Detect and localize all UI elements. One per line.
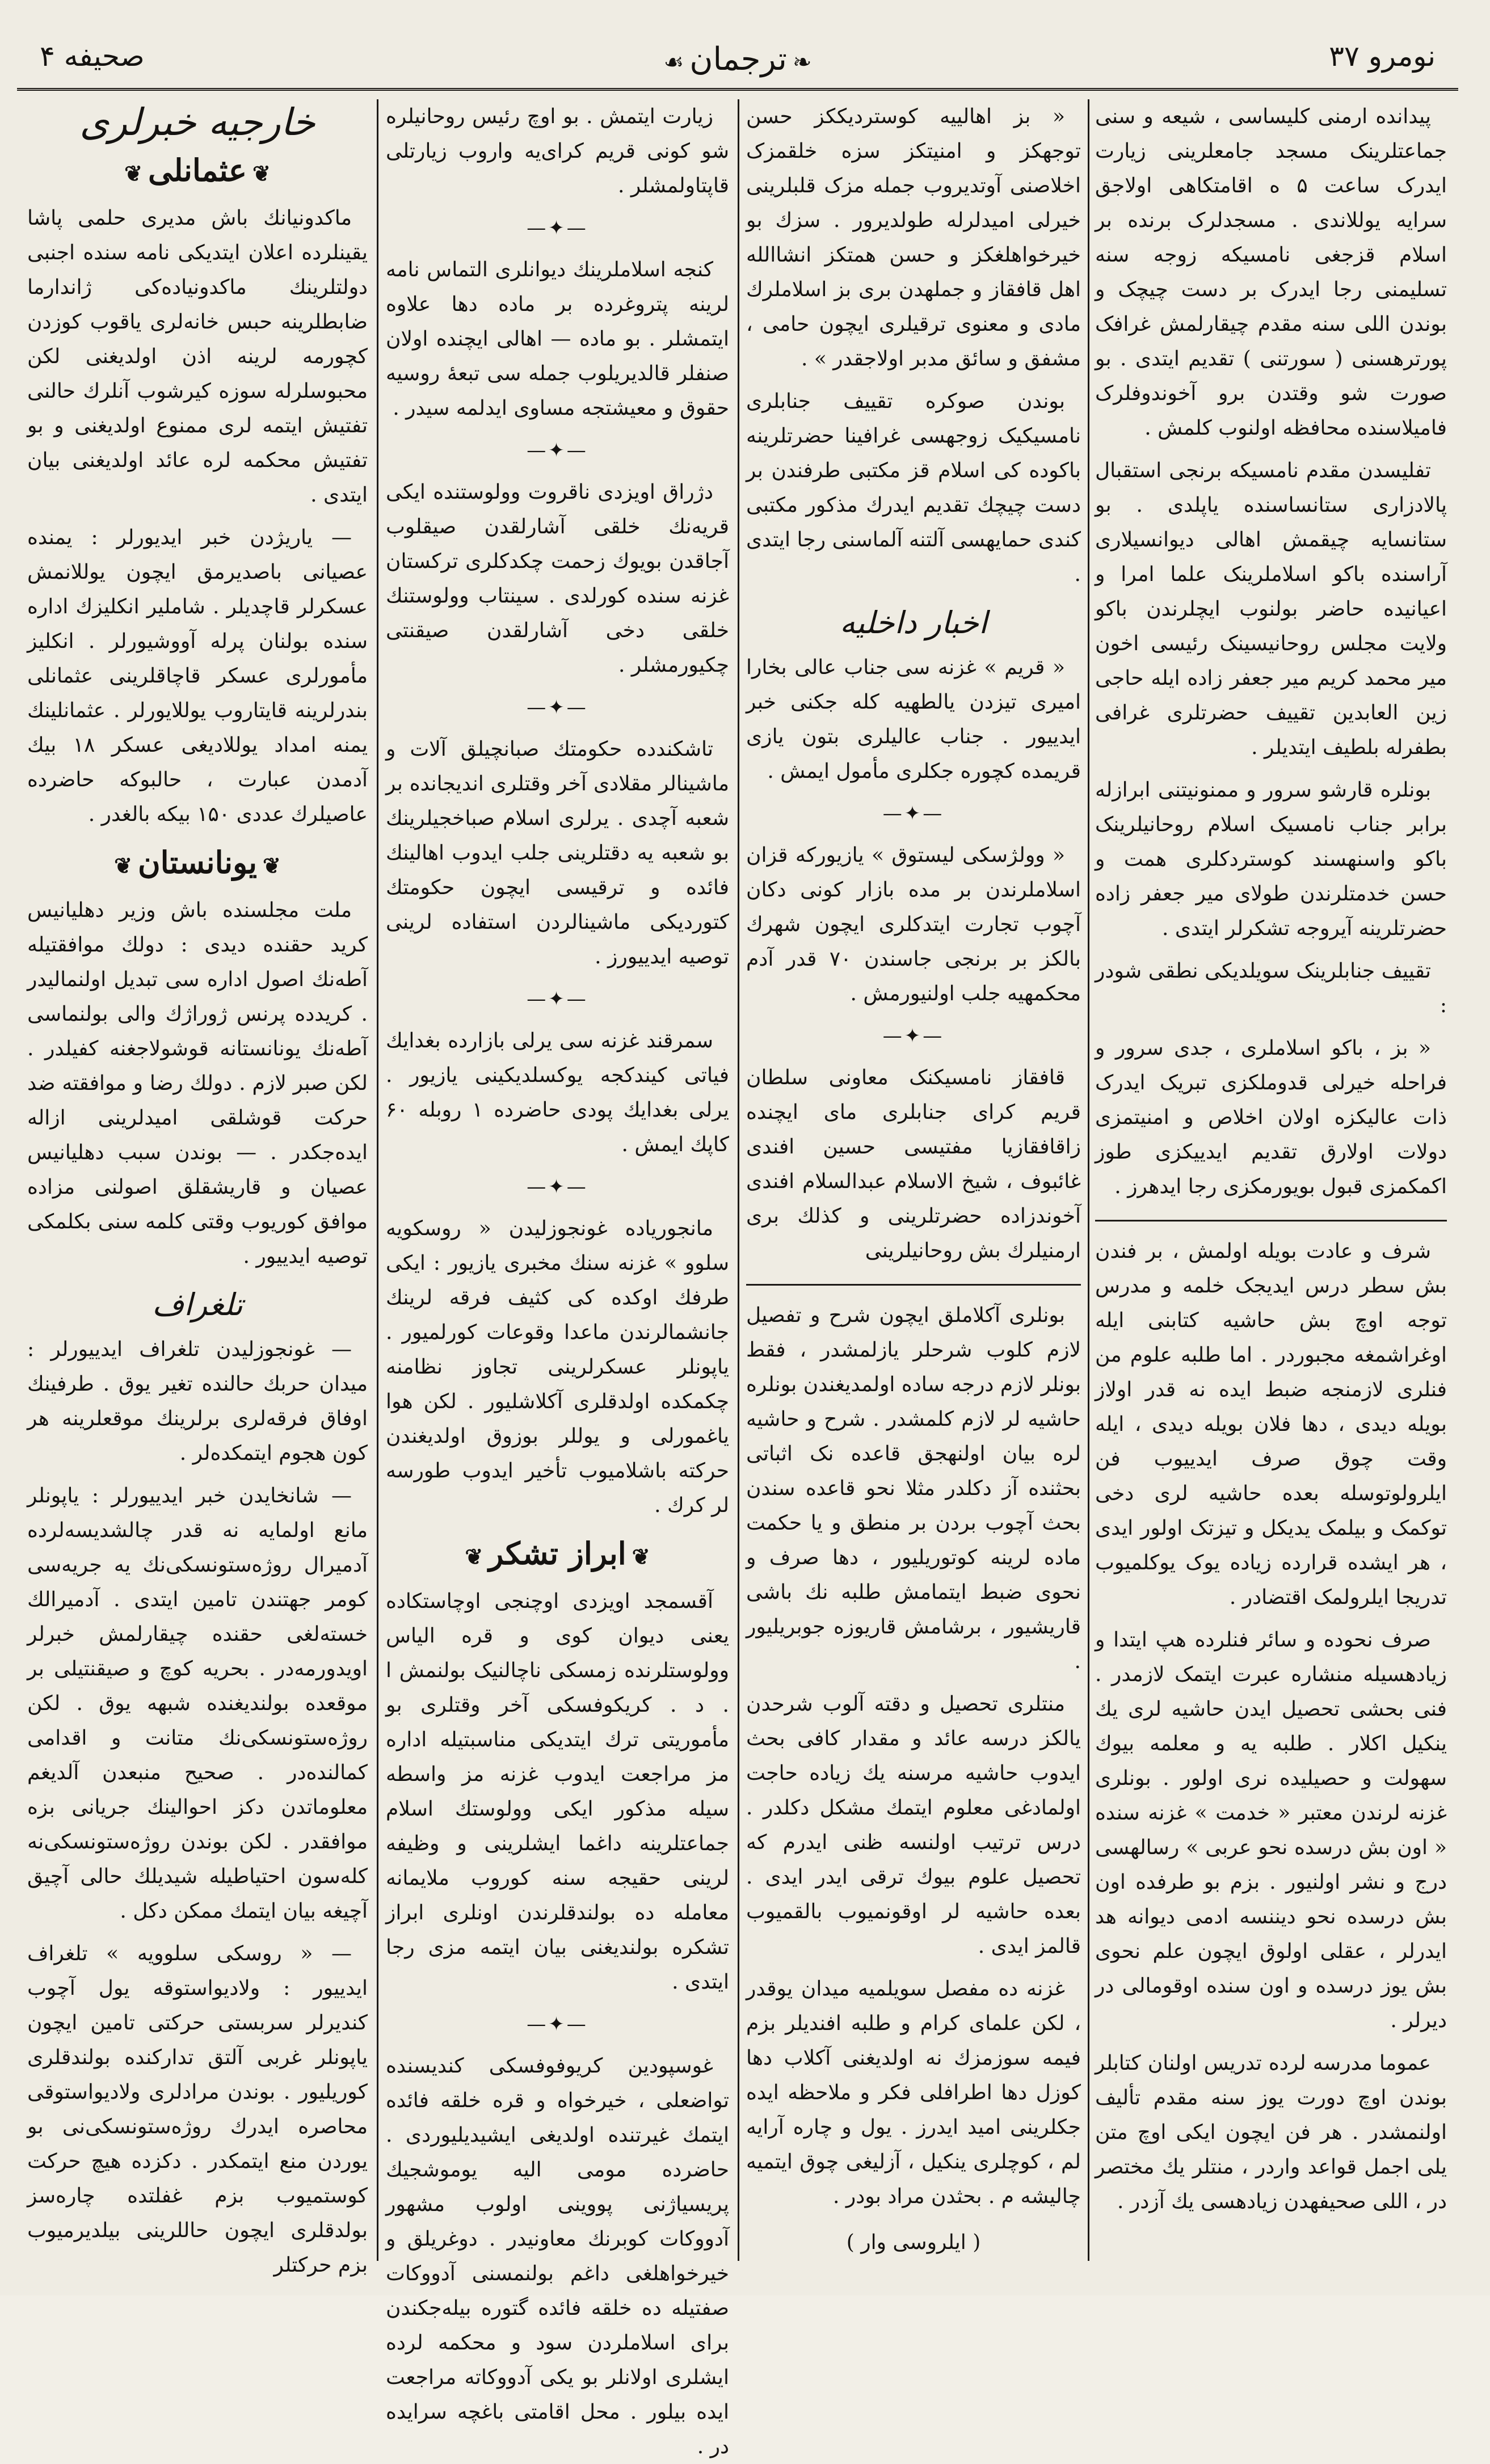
paragraph: شرف و عادت بویله اولمش ، بر فندن بش سطر درس ایدیجک خلمه و مدرس توجه اوچ بش حاشیه کتابنی ایله اوغراشمغه مجبوردر . اما طلبه علوم من فنلری لازمنجه ضبط ایده نه قدر اولاز بویله دیدی ، دها فلان بویله دیدی ، ایله وقت چوق صرف ایدییوب فن ایلرولوتوسله بعده حاشیه لری دخی توکمک و بیلمک یدیکل و تیزتک اولور ایدی ، هر ایشده قرارده زیاده یوک یوکلمیوب تدریجا ایلرولمک اقتضادر . <box>1095 1240 1447 1609</box>
paragraph: بونلری آکلاملق ایچون شرح و تفصیل لازم کلوب شرحلر یازلمشدر ، فقط بونلر لازم درجه ساده اولمدیغندن بونلره حاشیه لر لازم کلمشدر . شرح و حاشیه لره بیان اولنهجق قاعده نک اثباتی بحثنده آز دکلدر مثلا نحو قاعده سندن بحث آچوب بردن بر منطق و یا حکمت ماده لرینه کوتوریلیور ، دها صرف و نحوی ضبط ایتمامش طلبه نك باشی قاریشیور ، برشامش قاریوزه جوبریلیور . <box>746 1304 1081 1673</box>
paragraph: آقسمجد اویزدی اوچنجی اوچاستکاده یعنی دیوان کوی و قره الیاس وولوستلرنده زمسکی ناچالنیک بولنمش ا . د . کریکوفسکی آخر وقتلری بو مأموریتی ترك ایتدیکی مناسبتیله اداره مز مراجعت ایدوب غزنه مز واسطه سیله مذکور ایکی وولوستك اسلام جماعتلرینه داغما ایشلرینی و وظیفه لرینی حقیجه سنه کوروب ملایمانه معامله ده بولندقلرندن اونلری ابراز تشکره بولندیغنی بیان ایتمه مزی رجا ایتدی . <box>386 1590 729 1994</box>
ornament-icon: ❦ <box>263 853 281 878</box>
column-4 <box>27 99 368 2277</box>
paragraph: قافقاز نامسیکنک معاونی سلطان قریم کرای جنابلری مای ایچنده زاقافقازیا مفتیسی حسین افندی غائبوف ، شیخ الاسلام عبدالسلام افندی آخوندزاده حضرتلرینی و کذلك بری ارمنیلرك بش روحانیلرینی <box>746 1066 1081 1262</box>
section-heading-greece <box>27 845 368 883</box>
section-divider <box>746 1284 1081 1286</box>
column-rule <box>377 99 378 2261</box>
paragraph: ملت مجلسنده باش وزیر دهلیانیس کرید حقنده دیدی : دولك موافقتیله آطه‌نك اصول اداره سی تبدیل اولنمالیدر . کریدده پرنس ژوراژك والی بولنماسی آطه‌نك یونانستانه قوشولاجغنه کفیلدر . لکن صبر لازم . دولك رضا و موافقته ضد حرکت قوشلقی امیدلرینی ازاله ایده‌جکدر . — بوندن سبب دهلیانیس عصیان و قاریشقلق اصولنی مزاده موافق کوریوب وقتی کلمه سنی بکلمکی توصیه ایدییور . <box>27 899 368 1268</box>
paragraph: تاشکندده حکومتك صبانچیلق آلات و ماشینالر مقلادی آخر وقتلری اندیجانده بر شعبه آچدی . یرلری اسلام صباخجیلرینك بو شعبه یه دقتلرینی جلب ایدوب اهالینك فائده و ترقیسی ایچون حکومتك کتوردیکی ماشینالردن استفاده لرینی توصیه ایدییورز . <box>386 738 729 968</box>
paragraph: بوندن صوکره تقییف جنابلری نامسیکیک زوجهسی غرافینا حضرتلرینه باکوده کی اسلام قز مکتبی طرفندن بر دست چیچك تقدیم ایدرك مذکور مکتبی کندی حمایهسی آلتنه آلماسنی رجا ایتدی . <box>746 390 1081 586</box>
paragraph: « قریم » غزنه سی جناب عالی بخارا امیری تیزدن یالطهیه کله جکنی خبر ایدییور . جناب عالیلری بتون یازی قریمده کچوره جکلری مأمول ایمش . <box>746 656 1081 783</box>
column-rule <box>738 99 739 2261</box>
paragraph: تفلیسدن مقدم نامسیکه برنجی استقبال پالادزاری ستانساسنده یاپلدی . بو ستانسایه چیقمش اهالی دیوانسیلاری آراسنده باکو اسلاملرینک علما امرا و اعیانیده حاضر بولنوب ایچلرندن باکو ولایت مجلس روحانیسینک رئیسی اخون میر محمد کریم میر جعفر زاده ایله حاجی زین العابدین تقییف حضرتلری غرافی بطفرله بلطیف ایتدیلر . <box>1095 459 1447 759</box>
paragraph: غوسپودین کریوفوفسکی کندیسنده تواضعلی ، خیرخواه و قره خلقه فائده ایتمك غیرتنده اولدیغی ایشیدیلیوردی . حاضرده مومی الیه یوموشجیك پریسیاژنی پووینی اولوب مشهور آدووکات کوبرنك معاونیدر . دوغریلق و خیرخواهلغی داغم بولنمسنی آدووکات صفتیله ده خلقه فائده گتوره بیله‌جکندن برای اسلاملردن سود و محکمه لرده ایشلری اولانلر بو یکی آدووکاته مراجعت ایده بیلور . محل اقامتی باغچه سرایده در . <box>386 2054 729 2458</box>
column-2 <box>746 99 1081 2261</box>
column-1 <box>1095 99 1447 2261</box>
paragraph: غزنه ده مفصل سویلمیه میدان یوقدر ، لکن علمای کرام و طلبه افندیلر بزم فیمه سوزمزك نه اولدیغنی آکلاب دها کوزل دها اطرافلی فکر و ملاحظه ایده جکلرینی امید ایدرز . یول و چاره آرایه لم ، کوچلری ینکیل ، آزلیغی چوق ایتمیه چالیشه م . بحثدن مراد بودر . <box>746 1977 1081 2208</box>
paragraph: « بز ، باکو اسلاملری ، جدی سرور و فراحله خیرلی قدوملکزی تبریک ایدرک ذات عالیکزه اولان اخلاص و امنیتمزی دولات اولارق تقدیم ایدییکزی طوز اکمکمزی قبول بویورمکزی رجا ایدهرز . <box>1095 1037 1447 1198</box>
paragraph: « بز اهالییه کوستردیککز حسن توجهکز و امنیتکز سزه خلقمزک اخلاصنی آوتدیروب جمله مزک قلبلرینی خیرلی امیدلرله طولدیرور . سزك بو خیرخواهلغکز و حسن همتکز انشاالله اهل قافقاز و جملهدن بری بز اسلاملرك مادی و معنوی ترقیلری ایچون حامی ، مشفق و سائق مدبر اولاجقدر » . <box>746 105 1081 370</box>
ornament-icon: ❧ <box>793 49 812 75</box>
paragraph: زیارت ایتمش . بو اوچ رئیس روحانیلره شو کونی قریم کرای‌یه وارو‌ب زیارتلی قاپتاولمشلر . <box>386 105 729 197</box>
section-title: یونانستان <box>137 844 257 881</box>
section-heading-foreign: خارجیه خبرلری <box>79 100 315 144</box>
ornament-icon: ❦ <box>632 1544 650 1569</box>
page-number: صحیفه ۴ <box>40 40 145 73</box>
paragraph: دژراق اویزدی ناقروت وولوستنده ایکی قریه‌نك خلقی آشارلقدن صیقلوب آجاقدن بویوك زحمت چکدکلری ترکستان غزنه سنده کورلدی . سینتاب وولوستنك خلقی دخی آشارلقدن صیقنتی چکیورمشلر . <box>386 481 729 677</box>
section-title: ابراز تشکر <box>489 1535 626 1572</box>
masthead <box>17 34 1458 91</box>
paragraph: « وولژسکی لیستوق » یازیورکه قزان اسلاملرندن بر مدە بازار کونی دکان آچوب تجارت ایتدکلری ایچون شهرك بالکز بر برنجی جاسندن ۷۰ قدر آدم محکمهیه جلب اولنیورمش . <box>746 844 1081 1005</box>
ornament-icon: ❦ <box>114 853 132 878</box>
paragraph: — غونجوزلیدن تلغراف ایدییورلر : میدان حربك حالنده تغیر یوق . طرفینك اوفاق فرقه‌لری برلرینك موقعلرینه هر کون هجوم ایتمکده‌لر . <box>27 1338 368 1465</box>
paragraph: تقییف جنابلرینک سویلدیکی نطقی شودر : <box>1095 959 1447 1017</box>
ornament-icon: ☙ <box>663 49 684 75</box>
paragraph: — « روسکی سلوویه » تلغراف ایدییور : ولادیواستوقه یول آچوب کندیرلر سربستی حرکتی تامین ایچون یاپونلر غربی آلتق تدارکنده بولندقلری کوریلیور . بوندن مرادلری ولادیواستوقی محاصره ایدرك روژه‌ستونسکی‌نی بو یوردن منع ایتمکدر . دکزده هیچ حرکت کوستمیوب بزم غفلتده چارەسز بولدقلری ایچون حاللرینی بیلدیرمیوب بزم حرکتلر <box>27 1942 368 2277</box>
star-divider-icon: —✦— <box>527 439 588 462</box>
section-heading-ottoman <box>27 153 368 191</box>
paragraph: — یاریژدن خبر ایدیورلر : یمنده عصیانی باصدیرمق ایچون یوللانمش عسکرلر قاچدیلر . شاملیر انکلیزك اداره سنده بولنان پرله آووشیورلر . انکلیز مأمورلری عسکر قاچاقلرینی عثمانلی بندرلرینه قایتاروب یوللایورلر . عثمانلینك یمنه امداد یوللادیغی عسکر ۱۸ بیك آدمدن عبارت ، حالبوکه حاضرده عاصیلرك عددی ۱۵۰ بیکه بالغدر . <box>27 526 368 826</box>
star-divider-icon: —✦— <box>527 988 588 1010</box>
star-divider-icon: —✦— <box>527 1176 588 1198</box>
ornament-icon: ❦ <box>465 1544 483 1569</box>
ornament-icon: ❦ <box>124 161 142 186</box>
paragraph: مانجوریاده غونجوزلیدن « روسکویه سلوو » غزنه سنك مخبری یازیور : ایکی طرفك اوکده کی کثیف فرقه لرینك جانشمالرندن ماعدا وقوعات کورلمیور . یاپونلر عسکرلرینی تجاوز نظامنه چکمکده اولدقلری آکلاشلیور . لکن هوا یاغمورلی و یوللر بوزوق اولدیغندن حرکته باشلامیوب تأخیر ایدوب طورسه لر کرك . <box>386 1217 729 1517</box>
paragraph: عموما مدرسه لرده تدریس اولنان کتابلر بوندن اوچ دورت یوز سنه مقدم تألیف اولنمشدر . هر فن ایچون ایکی اوچ متن یلی اجمل قواعد واردر ، منتلر یك مختصر در ، اللی صحیفهدن زیادهسی یك آزدر . <box>1095 2052 1447 2213</box>
ornament-icon: ❦ <box>252 161 271 186</box>
paragraph: صرف نحوده و سائر فنلرده هپ ایتدا و زیادهسیله منشاره عبرت ایتمک لازمدر . فنی بحشی تحصیل ایدن حاشیه لری یك ینکیل اکلار . طلبه یه و معلمه بیوك سهولت و حصیلیده نری اولور . بونلری غزنه لرندن معتبر « خدمت » غزنه سنده « اون بش درسده نحو عربی » رسالهسی درج و نشر اولنیور . بزم بو طرفده اون بش درسده نحو دیننسه ادمی دیوانه هد ایدرلر ، عقلی اولوق ایچون علم نحوی بش یوز درسده و اون سنده اوقومالی در دیرلر . <box>1095 1628 1447 2032</box>
paragraph: منتلری تحصیل و دقته آلوب شرحدن یالکز درسه عائد و مقدار کافی بحث ایدوب حاشیه مرسنه یك زیاده حاجت اولمادغی معلوم ایتمك مشکل دکلدر . درس ترتیب اولنسه ظنی ایدرم که تحصیل علوم بیوك ترقی ایدر ایدی . بعده حاشیه لر اوقونمیوب بالقمیوب قالمز ایدی . <box>746 1692 1081 1958</box>
section-heading-telegraph: تلغراف <box>152 1287 243 1322</box>
paragraph: پیدانده ارمنی کلیساسی ، شیعه و سنی جماعتلرینک مسجد جامعلرینی زیارت ایدرک ساعت ۵ ه اقامتکاهی اولاجق سرایه یوللاندی . مسجدلرک برنده بر اسلام قزجغی نامسیکه زوجه سنه تسلیمنی رجا ایدرک بر دست چیچک و بوندن اللی سنه مقدم چیقارلمش غرافک پورترهسنی ( سورتنی ) تقدیم ایتدی . بو صورت شو وقتدن برو آخوندوفلرک فامیلاسنده محافظه اولنوب کلمش . <box>1095 105 1447 440</box>
paper-name-text: ترجمان <box>689 41 787 78</box>
star-divider-icon: —✦— <box>882 802 945 825</box>
column-3 <box>386 99 729 2458</box>
section-title: عثمانلی <box>148 152 247 188</box>
paragraph: بونلره قارشو سرور و ممنونیتنی ابرازله برابر جناب نامسیک اسلام روحانیلرینک باکو واسنهسند کوستردکلری همت و حسن خدمتلرندن طولای میر جعفر زاده حضرتلرینه آیروجه تشکرلر ایتدی . <box>1095 778 1447 940</box>
section-heading-thanks <box>386 1536 729 1574</box>
paragraph: کنجه اسلاملرینك دیوانلری التماس نامه لرینه پتروغرده بر ماده دها علاوه ایتمشلر . بو ماده — اهالی ایچنده اولان صنفلر قالدیریلوب جمله سی تبعهٔ روسیه حقوق و معیشتجه مساوی ایدلمه سیدر . <box>386 258 729 420</box>
star-divider-icon: —✦— <box>882 1025 945 1047</box>
star-divider-icon: —✦— <box>527 696 588 719</box>
star-divider-icon: —✦— <box>527 2013 588 2036</box>
section-heading-domestic: اخبار داخلیه <box>840 605 987 641</box>
paragraph: ماکدونیانك باش مدیری حلمی پاشا یقینلرده اعلان ایتدیکی نامه سنده اجنبی دولتلرینك ماکدونیاده‌کی ژاندارما ضابطلرینه حبس خانه‌لری یاقوب کوزدن کچورمه لرینه اذن اولدیغنی لکن محبوسلرله سوزه کیرشوب آنلرك حالنی تفتیش ایتمه لری ممنوع اولدیغنی و بو تفتیش محکمه لره عائد اولدیغنی بیان ایتدی . <box>27 207 368 507</box>
paragraph: سمرقند غزنه سی یرلی بازارده بغدایك فیاتی کیندکجه یوکسلدیکینی یازیور . یرلی بغدایك پودی حاضرده ۱ روبله ۶۰ کاپك ایمش . <box>386 1029 729 1156</box>
paper-name <box>641 41 834 78</box>
column-rule <box>1088 99 1089 2261</box>
star-divider-icon: —✦— <box>527 217 588 239</box>
section-divider <box>1095 1220 1447 1222</box>
issue-number: نومرو ۳۷ <box>1329 40 1436 73</box>
continued-note: ( ایلروسی وار ) <box>846 2231 981 2254</box>
paragraph: — شانخایدن خبر ایدییورلر : یاپونلر مانع اولمایه نه قدر چالشدیسه‌لرده آدمیرال روژه‌ستونسکی‌نك یه جریه‌سی کومر جهتندن تامین ایتدی . آدمیرالك خسته‌لغی حقنده چیقارلمش خبرلر اویدورمه‌در . بحریه کوچ و صیقنتیلی بر موقعده بولندیغنده شبهه یوق . لکن روژه‌ستونسکی‌نك متانت و اقدامی کمالنده‌در . صحیح منبعدن آلدیغم معلوماتدن دکز احوالینك جریانی بزه موافقدر . لکن بوندن روژه‌ستونسکی‌نه کله‌سون احتیاطیله شیدیلك حالی آچیق آچیغه بیان ایتمك ممکن دکل . <box>27 1484 368 1923</box>
